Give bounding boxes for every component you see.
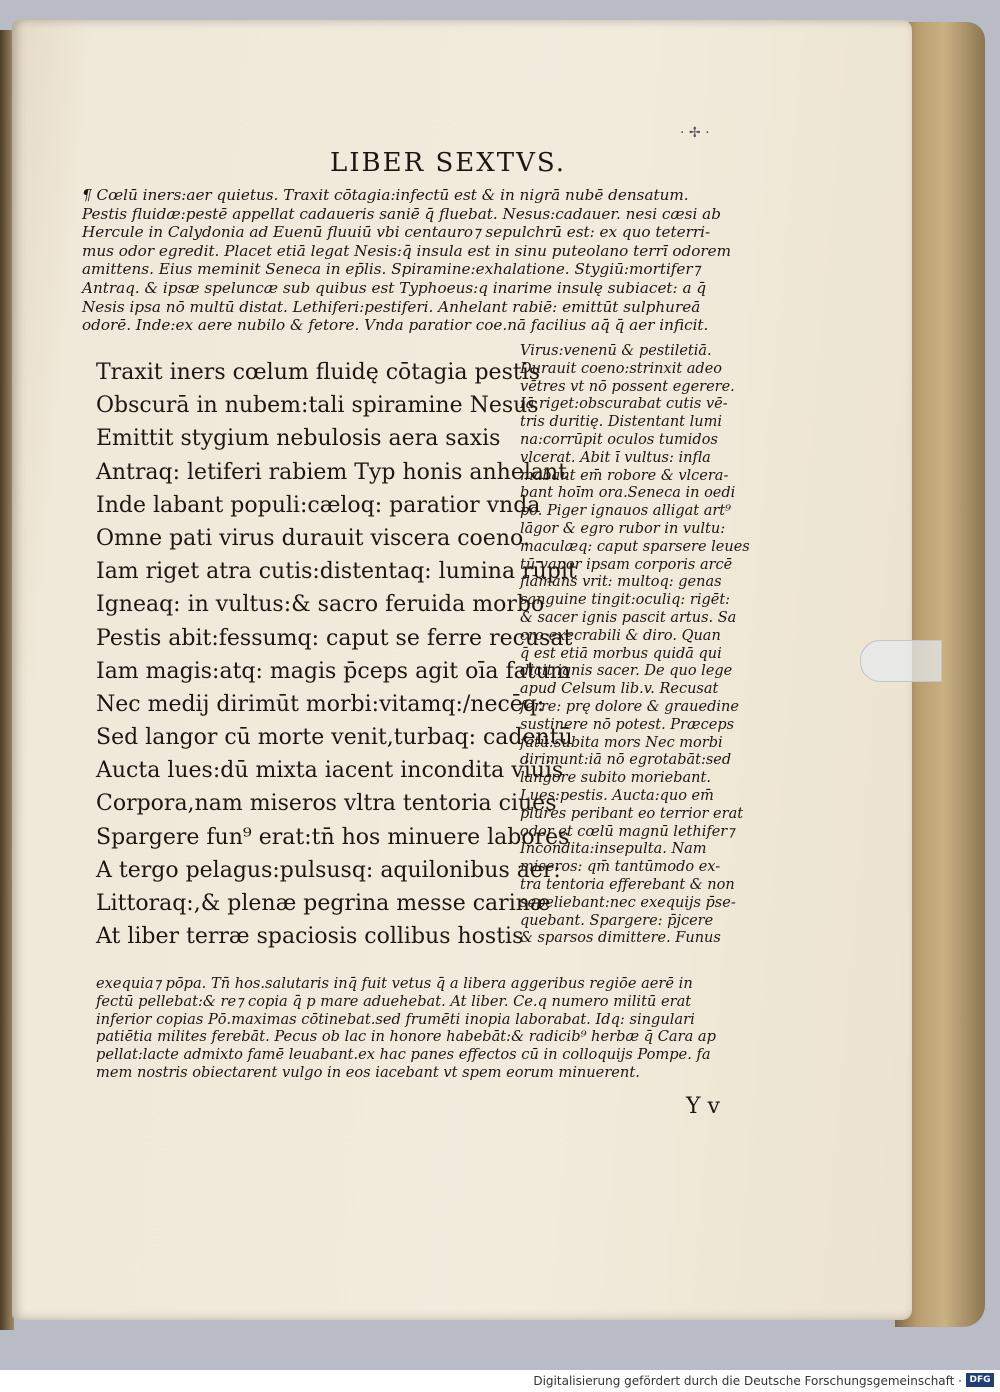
verse-line: Corpora,nam miseros vltra tentoria ciues: [96, 791, 557, 817]
dfg-logo-icon: DFG: [966, 1373, 994, 1387]
commentary-line: amittens. Eius meminit Seneca in ep̄lis. Spiramine:exhalatione. Stygiū:mortifer⁊: [82, 260, 701, 279]
verse-line: Traxit iners cœlum fluidę cōtagia pestis: [96, 360, 541, 385]
commentary-bottom: [96, 975, 776, 1082]
footer-credit: Digitalisierung gefördert durch die Deutsche Forschungsgemeinschaft ·: [533, 1374, 962, 1388]
gloss-line: mabant em̄ robore & vlcera-: [520, 467, 729, 484]
signature-mark: Y v: [686, 1094, 720, 1119]
verse-line: Spargere fun⁹ erat:tn̄ hos minuere labores: [96, 824, 570, 850]
commentary-line: ¶ Cœlū iners:aer quietus. Traxit cōtagia:infectū est & in nigrā nubē densatum.: [82, 186, 689, 204]
verse-line: Omne pati virus durauit viscera coeno.: [96, 525, 530, 551]
gloss-line: & sacer ignis pascit artus. Sa: [520, 609, 737, 626]
verse-text: [96, 356, 577, 953]
verse-line: Iam riget atra cutis:distentaq: lumina rūpit: [96, 559, 577, 585]
commentary-line: exequia⁊ pōpa. Tn̄ hos.salutaris inq̄ fuit vetus q̄ a libera aggeribus regiōe aerē in: [96, 975, 693, 992]
gloss-line: sepeliebant:nec exequijs p̄se-: [520, 894, 736, 911]
gloss-line: vlcerat. Abit ī vultus: infla: [520, 449, 711, 466]
gloss-line: lāgor & egro rubor in vultu:: [520, 520, 726, 537]
gloss-line: po. Piger ignauos alligat art⁹: [520, 503, 731, 520]
gloss-line: tū vapor ipsam corporis arcē: [520, 556, 733, 573]
gloss-line: dirimunt:iā nō egrotabāt:sed: [520, 752, 732, 769]
gloss-line: Durauit coeno:strinxit adeo: [520, 360, 723, 377]
verse-line: A tergo pelagus:pulsusq: aquilonibus aer:: [96, 857, 561, 883]
verse-line: Nec medij dirimūt morbi:vitamq:/necēq:: [96, 691, 545, 717]
gloss-line: tris duritię. Distentant lumi: [520, 414, 722, 431]
commentary-line: Antraq. & ipsæ speluncæ sub quibus est Typhoeus:q inarime insulę subiacet: a q̄: [82, 278, 707, 297]
verse-line: At liber terræ spaciosis collibus hostis: [96, 924, 524, 950]
gloss-line: ferre: prę dolore & grauedine: [520, 698, 739, 715]
gloss-line: vētres vt nō possent egerere.: [520, 378, 735, 395]
commentary-line: Hercule in Calydonia ad Euenū fluuiū vbi centauro⁊ sepulchrū est: ex quo teterri-: [82, 223, 711, 242]
gloss-line: Incondita:insepulta. Nam: [520, 841, 707, 858]
gloss-line: sustinere nō potest. Præceps: [520, 716, 735, 733]
verse-line: Littoraq:,& plenæ pegrina messe carinæ: [96, 891, 551, 916]
commentary-line: mus odor egredit. Placet etiā legat Nesis:q̄ insula est in sinu puteolano terrī odorem: [82, 241, 732, 260]
gloss-line: q̄ est etiā morbus quidā qui: [520, 645, 722, 662]
gloss-line: maculæq: caput sparsere leues: [520, 538, 750, 555]
gloss-line: quebant. Spargere: p̄jcere: [520, 912, 714, 929]
verse-line: Pestis abit:fessumq: caput se ferre recusat: [96, 625, 573, 651]
verse-line: Emittit stygium nebulosis aera saxis: [96, 426, 501, 452]
gloss-line: Iā riget:obscurabat cutis vē-: [520, 396, 728, 413]
verse-line: Inde labant populi:cæloq: paratior vnda: [96, 492, 541, 518]
gloss-line: plures peribant eo terrior erat: [520, 805, 744, 822]
gloss-line: Virus:venenū & pestiletiā.: [520, 343, 712, 359]
gloss-line: odor et cœlū magnū lethifer⁊: [520, 823, 735, 840]
gloss-line: langore subito moriebant.: [520, 770, 711, 787]
verse-line: Igneaq: in vultus:& sacro feruida morbo: [96, 592, 545, 618]
gloss-line: miseros: qm̄ tantūmodo ex-: [520, 859, 721, 876]
gloss-line: na:corrūpit oculos tumidos: [520, 431, 718, 448]
commentary-line: patiētia milites ferebāt. Pecus ob lac in honore habebāt:& radicib⁹ herbæ q̄ Cara ap: [96, 1028, 716, 1046]
gloss-line: fatū:subita mors Nec morbi: [520, 734, 723, 751]
gloss-line: Lues:pestis. Aucta:quo em̄: [520, 787, 714, 804]
commentary-line: inferior copias Pō.maximas cōtinebat.sed frumēti inopia laborabat. Idq: singulari: [96, 1010, 695, 1028]
gloss-line: tra tentoria efferebant & non: [520, 876, 735, 893]
page-tab-marker: [860, 640, 942, 682]
commentary-line: Pestis fluidæ:pestē appellat cadaueris saniē q̄ fluebat. Nesus:cadauer. nesi cæsi ab: [82, 204, 721, 223]
commentary-line: odorē. Inde:ex aere nubilo & fetore. Vnda paratior coe.nā facilius aq̄ q̄ aer inficit.: [82, 316, 709, 335]
commentary-line: mem nostris obiectarent vulgo in eos iacebant vt spem eorum minuerent.: [96, 1063, 640, 1081]
verse-line: Antraq: letiferi rabiem Typ honis anhelant: [96, 459, 568, 485]
gloss-line: flāmans vrit: multoq: genas: [520, 574, 722, 591]
verse-line: Obscurā in nubem:tali spiramine Nesus: [96, 393, 539, 419]
verse-line: Iam magis:atq: magis p̄ceps agit oīa fatum: [96, 658, 571, 684]
commentary-line: pellat:lacte admixto famē leuabant.ex hac panes effectos cū in colloquijs Pompe. fa: [96, 1046, 711, 1064]
ornament-marks: · ✢ ·: [680, 125, 710, 141]
verse-line: Aucta lues:dū mixta iacent incondita viuis: [96, 758, 564, 784]
verse-line: Sed langor cū morte venit,turbaq: cadentū: [96, 725, 573, 751]
gloss-line: cro:execrabili & diro. Quan: [520, 627, 721, 644]
commentary-line: Nesis ipsa nō multū distat. Lethiferi:pestiferi. Anhelant rabiē: emittūt sulphureā: [82, 297, 701, 316]
gloss-line: apud Celsum lib.v. Recusat: [520, 681, 719, 698]
gloss-line: & sparsos dimittere. Funus: [520, 930, 721, 947]
gloss-line: dicit ignis sacer. De quo lege: [520, 663, 733, 680]
commentary-top: [82, 186, 772, 335]
marginal-gloss: [520, 343, 770, 948]
page-title: LIBER SEXTVS.: [330, 148, 567, 178]
commentary-line: fectū pellebat:& re⁊ copia q̄ p mare aduehebat. At liber. Ce.q numero militū erat: [96, 992, 692, 1010]
gloss-line: sanguine tingit:oculiq: rigēt:: [520, 592, 731, 609]
gloss-line: bant hoīm ora.Seneca in oedi: [520, 485, 736, 502]
